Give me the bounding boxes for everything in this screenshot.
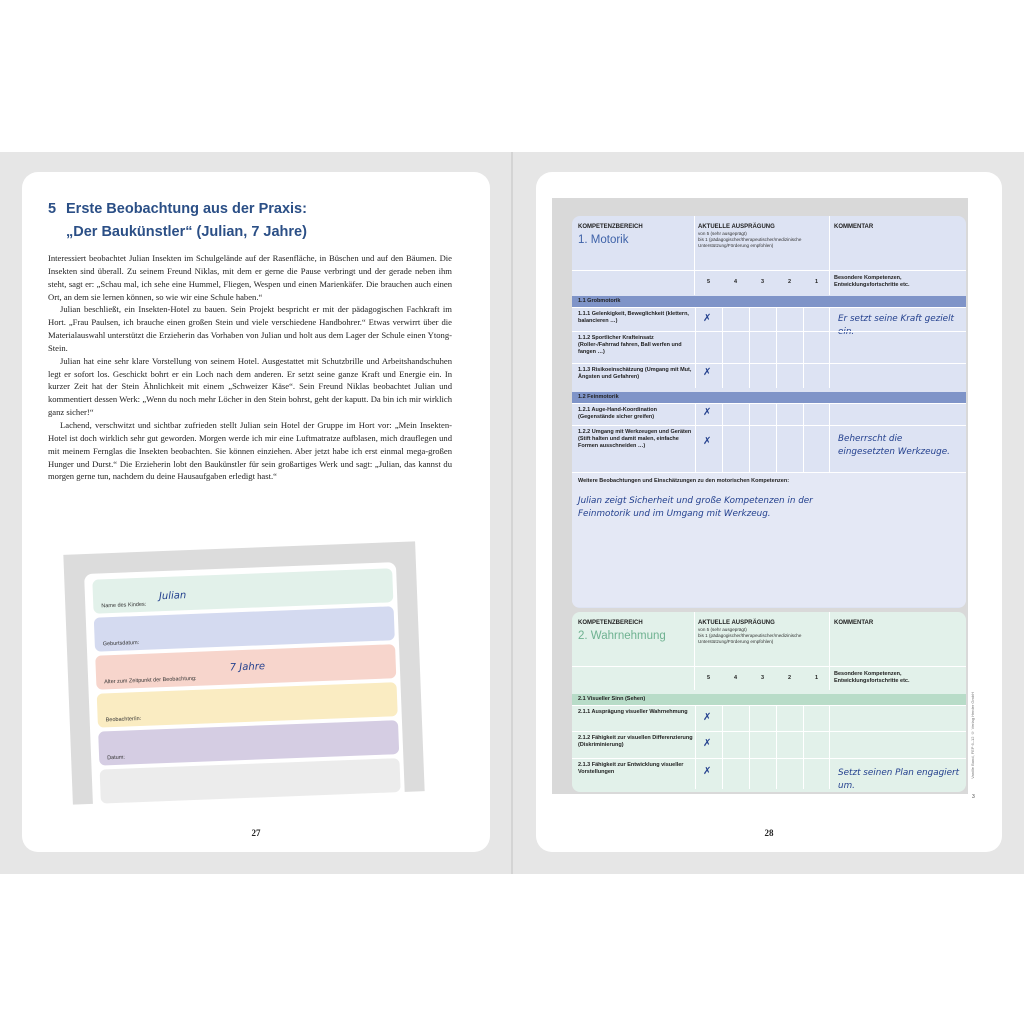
rating-cell (749, 364, 776, 388)
rating-mark: ✗ (703, 436, 712, 447)
rating-cell (722, 308, 749, 332)
rating-cell (722, 426, 749, 472)
comment-header: KOMMENTAR (834, 620, 874, 626)
scale-note-2: bis 1 (pädagogischer/therapeutischer/medizinische Unterstützung/Förderung empfohlen) (698, 633, 802, 644)
rating-mark: ✗ (703, 313, 712, 324)
scale-1: 1 (814, 675, 819, 681)
rating-mark: ✗ (703, 766, 712, 777)
item-label: 1.1.2 Sportlicher Krafteinsatz (Roller-/Fahrrad fahren, Ball werfen und fangen …) (578, 335, 682, 355)
observation-line-2: Feinmotorik und im Umgang mit Werkzeug. (578, 509, 771, 519)
rating-cell (749, 706, 776, 732)
rating-cell (776, 732, 803, 759)
observation-line-1: Julian zeigt Sicherheit und große Kompetenzen in der (578, 496, 813, 506)
rating-cell (776, 308, 803, 332)
comment-cell (829, 732, 856, 759)
scale-3: 3 (760, 675, 765, 681)
area-header: KOMPETENZBEREICH (578, 620, 643, 626)
rating-cell (695, 426, 722, 472)
section-visueller-sinn: 2.1 Visueller Sinn (Sehen) (572, 694, 966, 705)
heading-line-1: Erste Beobachtung aus der Praxis: (66, 201, 307, 217)
observation-box (572, 472, 966, 607)
comment-subheader: Besondere Kompetenzen, Entwicklungsfortschritte etc. (834, 671, 910, 684)
name-value: Julian (158, 590, 187, 603)
rating-cell (803, 759, 830, 789)
scale-row (572, 666, 966, 691)
rating-cell (722, 759, 749, 789)
rating-cell (749, 332, 776, 364)
rating-mark: ✗ (703, 738, 712, 749)
section-feinmotorik: 1.2 Feinmotorik (572, 392, 966, 403)
item-label: 1.1.1 Gelenkigkeit, Beweglichkeit (klettern, balancieren …) (578, 311, 689, 324)
rating-cell (695, 332, 722, 364)
scale-3: 3 (760, 279, 765, 285)
form-page-number: 3 (972, 794, 975, 800)
form-preview-card (84, 562, 405, 814)
item-1-1-1 (572, 307, 966, 337)
observer-label: Beobachter/in: (105, 715, 142, 724)
date-label: Datum: (107, 754, 126, 762)
rating-cell (749, 759, 776, 789)
rating-cell (722, 404, 749, 426)
motorik-title: 1. Motorik (578, 234, 629, 246)
rating-cell (749, 732, 776, 759)
comment-cell (829, 706, 856, 732)
item-label: 2.1.3 Fähigkeit zur Entwicklung visueller Vorstellungen (578, 762, 684, 775)
item-2-1-1 (572, 705, 966, 732)
rating-cell (803, 364, 830, 388)
scale-note-2: bis 1 (pädagogischer/therapeutischer/medizinische Unterstützung/Förderung empfohlen) (698, 237, 802, 248)
page-number-left: 27 (251, 828, 261, 838)
observer-field (97, 682, 398, 727)
wahrnehmung-title: 2. Wahrnehmung (578, 630, 666, 642)
scale-row (572, 270, 966, 296)
motorik-block (572, 216, 966, 608)
book-gutter (511, 152, 513, 874)
item-1-2-1 (572, 403, 966, 426)
rating-cell (776, 706, 803, 732)
rating-cell (722, 364, 749, 388)
comment-header: KOMMENTAR (834, 224, 874, 230)
item-1-1-2 (572, 331, 966, 364)
wahrnehmung-block (572, 612, 966, 792)
heading-line-2: „Der Baukünstler“ (Julian, 7 Jahre) (66, 224, 307, 240)
item-label: 2.1.1 Ausprägung visueller Wahrnehmung (578, 709, 688, 715)
rating-cell (749, 404, 776, 426)
form-preview (63, 541, 424, 804)
age-label: Alter zum Zeitpunkt der Beobachtung: (104, 675, 197, 686)
rating-cell (803, 308, 830, 332)
chapter-number: 5 (48, 201, 57, 217)
name-label: Name des Kindes: (101, 601, 147, 610)
paragraph: Lachend, verschwitzt und sichtbar zufrieden stellt Julian sein Hotel der Gruppe im Hort vor: „Mein Insekten-Hotel ist doch wirklich sehr gut geworden. Morgen werde ich mir eine Luftmatratze aufblasen, mich drauflegen und mit meinem Fernglas die Insekten beobachten. Sie können einziehen. Aber jetzt habe ich erst einmal mega-großen Hunger und Durst.“ Die Erzieherin lobt den Baukünstler für sein großartiges Werk und sagt: „Julian, das kannst du morgen gerne tun, nachdem du deine Hausaufgaben erledigt hast.“ (48, 419, 452, 482)
paragraph: Julian hat eine sehr klare Vorstellung von seinem Hotel. Ausgestattet mit Schutzbrille und Arbeitshandschuhen legt er sofort los. Geschickt bohrt er ein Loch nach dem anderen. Er setzt seine ganze Kraft und Energie ein. In kurzer Zeit hat der Stein Ähnlichkeit mit einem „Schweizer Käse“. Sein Freund Niklas beobachtet Julian und kommentiert dessen Werk: „Wenn du noch mehr Löcher in den Stein bohrst, geht der kaputt. Da bin ich mir wirklich ganz sicher!“ (48, 355, 452, 418)
comment-text: Er setzt seine Kraft gezielt ein. (838, 314, 954, 337)
scale-header: AKTUELLE AUSPRÄGUNG (698, 620, 775, 626)
rating-cell (749, 308, 776, 332)
item-label: 2.1.2 Fähigkeit zur visuellen Differenzierung (Diskriminierung) (578, 735, 693, 748)
right-page (536, 172, 1002, 852)
rating-cell (803, 404, 830, 426)
scale-4: 4 (733, 675, 738, 681)
rating-mark: ✗ (703, 407, 712, 418)
page-number-right: 28 (764, 828, 774, 838)
item-label: 1.2.2 Umgang mit Werkzeugen und Geräten (Stift halten und damit malen, einfache Formen ausschneiden …) (578, 429, 692, 449)
item-1-1-3 (572, 363, 966, 388)
rating-cell (803, 426, 830, 472)
rating-cell (803, 732, 830, 759)
age-value: 7 Jahre (229, 661, 266, 674)
rating-mark: ✗ (703, 712, 712, 723)
scale-4: 4 (733, 279, 738, 285)
rating-cell (722, 732, 749, 759)
item-1-2-2 (572, 425, 966, 472)
name-field (92, 568, 393, 613)
comment-subheader: Besondere Kompetenzen, Entwicklungsfortschritte etc. (834, 275, 910, 288)
scale-2: 2 (787, 675, 792, 681)
date-field (98, 720, 399, 765)
item-label: 1.2.1 Auge-Hand-Koordination (Gegenstände sicher greifen) (578, 407, 657, 420)
comment-text: Setzt seinen Plan engagiert um. (838, 768, 960, 791)
rating-cell (722, 332, 749, 364)
rating-cell (803, 332, 830, 364)
birthdate-label: Geburtsdatum: (102, 640, 140, 648)
scale-1: 1 (814, 279, 819, 285)
age-field (95, 644, 396, 689)
scale-note-1: von 5 (sehr ausgeprägt) (698, 231, 747, 236)
area-header: KOMPETENZBEREICH (578, 224, 643, 230)
story-text (48, 252, 452, 483)
chapter-heading (48, 198, 307, 244)
rating-cell (722, 706, 749, 732)
item-label: 1.1.3 Risikoeinschätzung (Umgang mit Mut, Ängsten und Gefahren) (578, 367, 692, 380)
birthdate-field (94, 606, 395, 651)
scale-5: 5 (706, 675, 711, 681)
rating-cell (776, 364, 803, 388)
extra-field (100, 758, 401, 803)
rating-mark: ✗ (703, 367, 712, 378)
item-2-1-3 (572, 758, 966, 789)
item-2-1-2 (572, 731, 966, 759)
scale-note-1: von 5 (sehr ausgeprägt) (698, 627, 747, 632)
rating-cell (803, 706, 830, 732)
rating-cell (776, 759, 803, 789)
copyright-note: Vanille Band, FEP 6–12 © Verlag Herder GmbH (970, 692, 975, 779)
section-grobmotorik: 1.1 Grobmotorik (572, 296, 966, 307)
comment-text: Beherrscht die eingesetzten Werkzeuge. (838, 434, 950, 457)
rating-cell (749, 426, 776, 472)
observation-label: Weitere Beobachtungen und Einschätzungen zu den motorischen Kompetenzen: (578, 478, 790, 484)
left-page (22, 172, 490, 852)
scale-5: 5 (706, 279, 711, 285)
rating-cell (776, 404, 803, 426)
paragraph: Julian beschließt, ein Insekten-Hotel zu bauen. Sein Projekt bespricht er mit der pädagogischen Fachkraft im Hort. „Frau Paulsen, ich brauche einen großen Stein und viele verschiedene Handbohrer.“ Etwas verwirrt über die Materialauswahl unterstützt die Erzieherin das Vorhaben von Julian und holt aus dem Lager der Schule einen Ytong-Stein. (48, 304, 452, 353)
scale-2: 2 (787, 279, 792, 285)
comment-cell (829, 332, 856, 364)
scale-header: AKTUELLE AUSPRÄGUNG (698, 224, 775, 230)
comment-cell (829, 364, 856, 388)
paragraph: Interessiert beobachtet Julian Insekten im Schulgelände auf der Rasenfläche, in Büschen und auf den Bäumen. Die Insekten sind überall. Zu seinem Freund Niklas, mit dem er gerne die Pause verbringt und der gerade neben ihm steht, sagt er: „Schau mal, ich sehe eine Hummel, Fliegen, Wespen und einen Marienkäfer. Die brauchen auch einen Ort, an dem sie lernen können, so wie wir eine Schule haben.“ (48, 253, 452, 302)
rating-cell (776, 332, 803, 364)
comment-cell (829, 404, 856, 426)
rating-cell (776, 426, 803, 472)
